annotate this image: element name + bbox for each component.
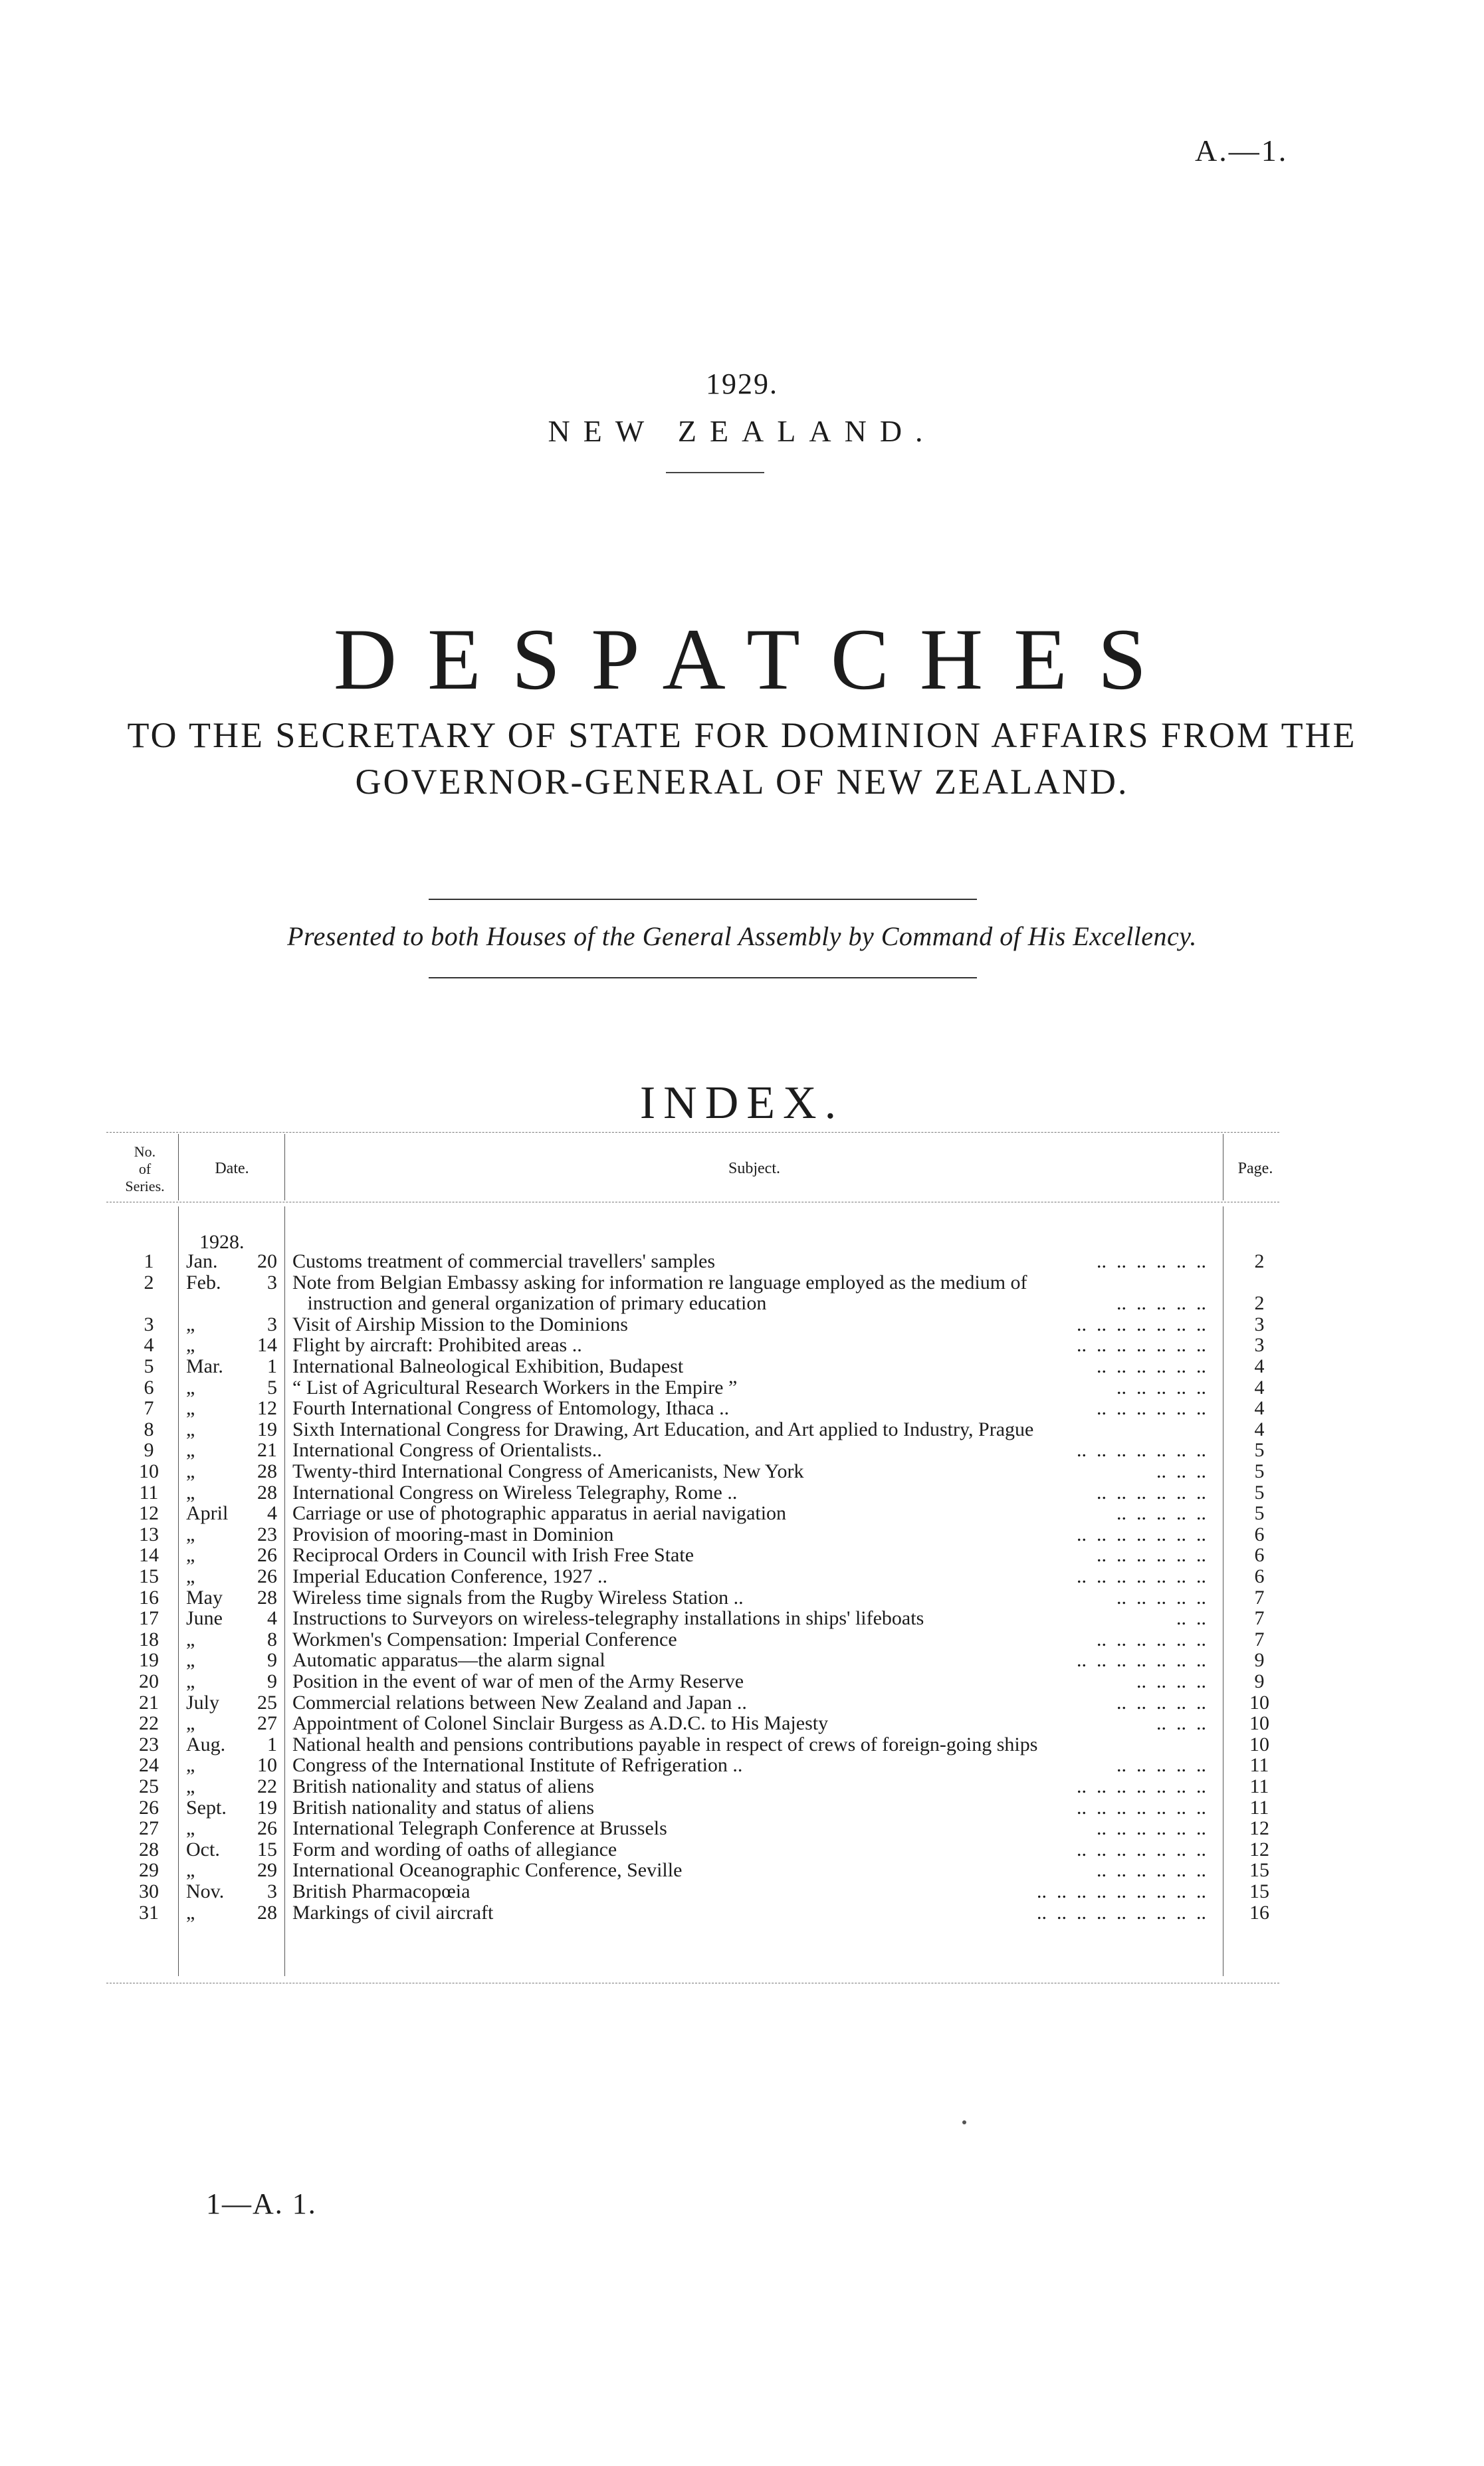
row-leader: .. .. .. .. .. ..	[1097, 1860, 1206, 1882]
row-number: 15	[139, 1565, 159, 1587]
row-leader: .. .. .. .. ..	[1116, 1587, 1206, 1609]
row-subject-text: International Oceanographic Conference, Seville	[292, 1860, 683, 1882]
row-subject-text: Wireless time signals from the Rugby Wireless Station ..	[292, 1587, 744, 1609]
row-day: 3	[267, 1271, 277, 1293]
row-month: „	[186, 1523, 195, 1545]
row-month: Sept.	[186, 1796, 227, 1819]
row-month: „	[186, 1376, 195, 1399]
row-subject	[292, 1314, 1213, 1335]
table-row	[0, 1398, 1484, 1419]
row-day: 21	[257, 1439, 277, 1462]
row-day: 23	[257, 1523, 277, 1545]
row-page: 6	[1254, 1565, 1265, 1587]
row-subject	[292, 1440, 1213, 1461]
document-year: 1929.	[706, 368, 778, 400]
row-subject	[292, 1272, 1213, 1293]
row-day: 19	[257, 1796, 277, 1819]
table-row	[0, 1692, 1484, 1714]
row-month: „	[186, 1397, 195, 1420]
row-leader: .. ..	[1176, 1608, 1206, 1630]
row-subject	[292, 1776, 1213, 1797]
row-page: 4	[1254, 1355, 1265, 1377]
row-number: 13	[139, 1523, 159, 1545]
row-month: „	[186, 1670, 195, 1692]
row-subject-text: Commercial relations between New Zealand and Japan ..	[292, 1692, 747, 1714]
row-page: 3	[1254, 1334, 1265, 1357]
row-page: 6	[1254, 1523, 1265, 1545]
row-subject-text: International Congress on Wireless Telegraphy, Rome ..	[292, 1482, 738, 1504]
row-subject-text: Automatic apparatus—the alarm signal	[292, 1650, 605, 1672]
table-row	[0, 1293, 1484, 1314]
row-leader: .. .. .. ..	[1136, 1671, 1206, 1692]
row-number: 20	[139, 1670, 159, 1692]
column-divider	[284, 1134, 285, 1200]
row-page: 12	[1249, 1817, 1269, 1840]
row-page: 5	[1254, 1460, 1265, 1482]
table-row	[0, 1713, 1484, 1734]
table-row	[0, 1902, 1484, 1924]
row-subject-text: Provision of mooring-mast in Dominion	[292, 1523, 614, 1545]
row-subject	[292, 1356, 1213, 1377]
row-day: 27	[257, 1712, 277, 1735]
row-page: 4	[1254, 1418, 1265, 1440]
row-page: 16	[1249, 1901, 1269, 1924]
subtitle-line-2: GOVERNOR-GENERAL OF NEW ZEALAND.	[355, 762, 1129, 802]
row-leader: .. .. .. .. .. .. ..	[1077, 1440, 1206, 1462]
row-page: 5	[1254, 1502, 1265, 1525]
column-header-number-line: of	[138, 1161, 152, 1177]
row-leader: .. .. .. .. ..	[1116, 1293, 1206, 1315]
table-row	[0, 1272, 1484, 1293]
table-row	[0, 1251, 1484, 1272]
footer-signature: 1—A. 1.	[206, 2187, 317, 2220]
row-number: 14	[139, 1544, 159, 1567]
row-leader: .. .. .. .. .. ..	[1097, 1628, 1206, 1650]
column-header-number-line: Series.	[125, 1178, 165, 1194]
row-month: Nov.	[186, 1880, 225, 1902]
row-number: 17	[139, 1607, 159, 1630]
row-leader: .. .. .. .. .. ..	[1097, 1398, 1206, 1420]
row-month: „	[186, 1481, 195, 1504]
row-day: 28	[257, 1586, 277, 1609]
row-subject-text: Appointment of Colonel Sinclair Burgess as A.D.C. to His Majesty	[292, 1713, 829, 1735]
row-subject-text: Sixth International Congress for Drawing, Art Education, and Art applied to Industry, Prague	[292, 1418, 1034, 1440]
row-page: 10	[1249, 1733, 1269, 1755]
row-number: 31	[139, 1901, 159, 1924]
row-subject	[292, 1629, 1213, 1650]
row-subject	[292, 1650, 1213, 1671]
row-day: 15	[257, 1838, 277, 1860]
row-number: 11	[139, 1481, 159, 1504]
row-leader: .. .. .. .. .. ..	[1097, 1818, 1206, 1840]
row-page: 9	[1254, 1670, 1265, 1692]
row-subject	[292, 1839, 1213, 1860]
table-row	[0, 1419, 1484, 1440]
row-day: 4	[267, 1607, 277, 1630]
table-row	[0, 1587, 1484, 1609]
row-subject	[292, 1671, 1213, 1692]
row-subject-text: Fourth International Congress of Entomology, Ithaca ..	[292, 1398, 730, 1420]
row-subject-text: Imperial Education Conference, 1927 ..	[292, 1566, 607, 1587]
row-day: 22	[257, 1775, 277, 1797]
row-page: 7	[1254, 1628, 1265, 1650]
row-subject	[292, 1251, 1213, 1272]
row-month: May	[186, 1586, 223, 1609]
table-row	[0, 1314, 1484, 1335]
row-subject	[292, 1545, 1213, 1566]
row-page: 5	[1254, 1439, 1265, 1462]
ink-speck	[962, 2120, 966, 2124]
row-day: 8	[267, 1628, 277, 1650]
row-subject-text: Visit of Airship Mission to the Dominions	[292, 1313, 628, 1335]
row-page: 11	[1249, 1775, 1269, 1797]
row-leader: .. .. .. .. ..	[1116, 1692, 1206, 1714]
row-page: 15	[1249, 1859, 1269, 1882]
divider	[429, 899, 977, 900]
table-row	[0, 1566, 1484, 1587]
row-page: 10	[1249, 1691, 1269, 1714]
row-number: 25	[139, 1775, 159, 1797]
row-leader: .. .. .. .. .. .. .. .. ..	[1037, 1902, 1206, 1924]
row-number: 10	[139, 1460, 159, 1482]
row-day: 4	[267, 1502, 277, 1525]
row-month: „	[186, 1859, 195, 1882]
page-title: DESPATCHES	[333, 610, 1178, 708]
row-month: Oct.	[186, 1838, 220, 1860]
row-subject-text: Flight by aircraft: Prohibited areas ..	[292, 1335, 582, 1357]
table-row	[0, 1608, 1484, 1629]
table-row	[0, 1860, 1484, 1881]
row-day: 29	[257, 1859, 277, 1882]
row-subject-text: International Telegraph Conference at Brussels	[292, 1818, 667, 1840]
row-subject	[292, 1398, 1213, 1419]
subtitle-line-1: TO THE SECRETARY OF STATE FOR DOMINION AFFAIRS FROM THE	[127, 715, 1357, 755]
row-leader: .. .. .. .. .. ..	[1097, 1482, 1206, 1504]
row-day: 28	[257, 1901, 277, 1924]
row-number: 28	[139, 1838, 159, 1860]
row-subject	[292, 1461, 1213, 1482]
row-subject	[292, 1503, 1213, 1524]
row-subject	[292, 1713, 1213, 1734]
row-month: „	[186, 1439, 195, 1462]
row-number: 4	[144, 1334, 154, 1357]
row-subject-text: Congress of the International Institute of Refrigeration ..	[292, 1755, 743, 1777]
row-month: July	[186, 1691, 220, 1714]
table-row	[0, 1755, 1484, 1776]
column-header-number-line: No.	[134, 1143, 156, 1160]
row-month: June	[186, 1607, 223, 1630]
row-subject	[292, 1881, 1213, 1902]
row-day: 14	[257, 1334, 277, 1357]
row-subject-text: Position in the event of war of men of the Army Reserve	[292, 1671, 744, 1692]
row-leader: .. .. .. .. .. .. ..	[1077, 1776, 1206, 1797]
table-top-rule	[106, 1132, 1279, 1133]
row-subject-text: Workmen's Compensation: Imperial Conference	[292, 1628, 677, 1650]
row-subject-text: Instructions to Surveyors on wireless-telegraphy installations in ships' lifeboats	[292, 1608, 924, 1630]
row-subject-text: Twenty-third International Congress of Americanists, New York	[292, 1461, 804, 1482]
row-month: Aug.	[186, 1733, 226, 1755]
row-number: 19	[139, 1649, 159, 1672]
row-number: 21	[139, 1691, 159, 1714]
row-leader: .. .. .. .. .. .. ..	[1077, 1523, 1206, 1545]
row-page: 2	[1254, 1292, 1265, 1315]
table-row	[0, 1482, 1484, 1504]
row-number: 8	[144, 1418, 154, 1440]
table-row	[0, 1503, 1484, 1524]
table-row	[0, 1839, 1484, 1860]
row-page: 15	[1249, 1880, 1269, 1902]
row-subject-text: British nationality and status of aliens	[292, 1776, 595, 1797]
row-day: 1	[267, 1355, 277, 1377]
row-day: 25	[257, 1691, 277, 1714]
row-day: 20	[257, 1250, 277, 1272]
column-header-number	[113, 1143, 177, 1195]
row-page: 11	[1249, 1754, 1269, 1777]
row-subject	[292, 1755, 1213, 1776]
row-page: 9	[1254, 1649, 1265, 1672]
row-page: 11	[1249, 1796, 1269, 1819]
row-day: 19	[257, 1418, 277, 1440]
row-subject-text: Note from Belgian Embassy asking for information re language employed as the medium of	[292, 1272, 1027, 1293]
row-month: „	[186, 1754, 195, 1777]
row-number: 18	[139, 1628, 159, 1650]
row-month: „	[186, 1313, 195, 1335]
row-page: 5	[1254, 1481, 1265, 1504]
row-leader: .. .. .. .. .. ..	[1097, 1251, 1206, 1272]
row-month: „	[186, 1628, 195, 1650]
row-leader: .. .. .. .. ..	[1116, 1503, 1206, 1525]
row-subject	[292, 1377, 1213, 1399]
column-header-subject: Subject.	[728, 1160, 780, 1177]
row-subject-text: National health and pensions contributions payable in respect of crews of foreign-going ships	[292, 1734, 1038, 1755]
row-page: 10	[1249, 1712, 1269, 1735]
row-number: 6	[144, 1376, 154, 1399]
row-subject-text: British Pharmacopœia	[292, 1881, 471, 1902]
row-month: „	[186, 1565, 195, 1587]
row-subject-text: Reciprocal Orders in Council with Irish Free State	[292, 1545, 694, 1567]
page-reference: A.—1.	[1195, 134, 1289, 168]
row-page: 7	[1254, 1586, 1265, 1609]
table-row	[0, 1440, 1484, 1461]
row-number: 12	[139, 1502, 159, 1525]
row-leader: .. .. .. .. .. ..	[1097, 1545, 1206, 1567]
row-day: 26	[257, 1544, 277, 1567]
row-number: 9	[144, 1439, 154, 1462]
row-subject-text: International Balneological Exhibition, Budapest	[292, 1356, 684, 1377]
index-year: 1928.	[199, 1231, 245, 1253]
row-page: 3	[1254, 1313, 1265, 1335]
row-leader: .. .. .. .. ..	[1116, 1755, 1206, 1777]
row-page: 12	[1249, 1838, 1269, 1860]
table-row	[0, 1629, 1484, 1650]
table-row	[0, 1818, 1484, 1839]
row-number: 2	[144, 1271, 154, 1293]
row-leader: .. .. .. .. .. .. ..	[1077, 1650, 1206, 1672]
table-row	[0, 1776, 1484, 1797]
row-leader: .. .. .. .. .. ..	[1097, 1356, 1206, 1377]
row-day: 26	[257, 1817, 277, 1840]
row-subject	[292, 1860, 1213, 1881]
row-month: „	[186, 1901, 195, 1924]
row-number: 7	[144, 1397, 154, 1420]
row-subject	[292, 1335, 1213, 1356]
row-subject	[292, 1902, 1213, 1924]
row-subject-text: “ List of Agricultural Research Workers in the Empire ”	[292, 1377, 738, 1399]
divider	[429, 977, 977, 978]
row-day: 28	[257, 1481, 277, 1504]
row-subject-text: Form and wording of oaths of allegiance	[292, 1839, 617, 1860]
row-subject	[292, 1419, 1213, 1440]
column-header-date: Date.	[215, 1160, 249, 1177]
row-subject	[292, 1608, 1213, 1629]
table-row	[0, 1335, 1484, 1356]
row-leader: .. .. .. .. .. .. ..	[1077, 1313, 1206, 1335]
row-page: 6	[1254, 1544, 1265, 1567]
row-day: 10	[257, 1754, 277, 1777]
table-row	[0, 1545, 1484, 1566]
row-month: Mar.	[186, 1355, 223, 1377]
row-number: 23	[139, 1733, 159, 1755]
row-number: 27	[139, 1817, 159, 1840]
row-subject-text: British nationality and status of aliens	[292, 1797, 595, 1819]
row-month: „	[186, 1460, 195, 1482]
table-row	[0, 1356, 1484, 1377]
row-number: 5	[144, 1355, 154, 1377]
row-month: „	[186, 1817, 195, 1840]
divider	[666, 472, 764, 473]
row-month: Feb.	[186, 1271, 221, 1293]
row-day: 5	[267, 1376, 277, 1399]
index-heading: INDEX.	[639, 1077, 845, 1129]
row-number: 26	[139, 1796, 159, 1819]
table-row	[0, 1524, 1484, 1545]
row-number: 29	[139, 1859, 159, 1882]
row-day: 12	[257, 1397, 277, 1420]
country-heading: NEW ZEALAND.	[548, 414, 936, 448]
row-month: „	[186, 1334, 195, 1357]
table-row	[0, 1461, 1484, 1482]
row-leader: .. .. .. .. .. .. ..	[1077, 1797, 1206, 1819]
row-subject-text: Customs treatment of commercial travellers' samples	[292, 1251, 716, 1272]
row-leader: .. .. .. .. .. .. ..	[1077, 1335, 1206, 1357]
row-leader: .. .. .. .. ..	[1116, 1377, 1206, 1399]
row-number: 3	[144, 1313, 154, 1335]
row-leader: .. .. .. .. .. .. ..	[1077, 1566, 1206, 1587]
row-number: 30	[139, 1880, 159, 1902]
row-month: Jan.	[186, 1250, 218, 1272]
row-month: „	[186, 1775, 195, 1797]
row-month: „	[186, 1712, 195, 1735]
table-row	[0, 1734, 1484, 1755]
row-subject	[292, 1293, 1213, 1314]
row-subject	[292, 1797, 1213, 1819]
table-row	[0, 1650, 1484, 1671]
row-month: „	[186, 1544, 195, 1567]
table-row	[0, 1377, 1484, 1399]
table-row	[0, 1881, 1484, 1902]
row-subject	[292, 1587, 1213, 1609]
row-subject	[292, 1566, 1213, 1587]
table-row	[0, 1797, 1484, 1819]
row-subject-text: Carriage or use of photographic apparatus in aerial navigation	[292, 1503, 787, 1525]
row-subject-text: Markings of civil aircraft	[292, 1902, 494, 1924]
row-day: 1	[267, 1733, 277, 1755]
row-month: „	[186, 1649, 195, 1672]
row-leader: .. .. ..	[1156, 1461, 1206, 1482]
row-page: 7	[1254, 1607, 1265, 1630]
row-month: „	[186, 1418, 195, 1440]
row-number: 22	[139, 1712, 159, 1735]
row-subject-text: International Congress of Orientalists..	[292, 1440, 602, 1462]
column-header-page: Page.	[1237, 1160, 1273, 1177]
row-page: 2	[1254, 1250, 1265, 1272]
row-day: 9	[267, 1670, 277, 1692]
row-day: 26	[257, 1565, 277, 1587]
row-number: 24	[139, 1754, 159, 1777]
row-subject	[292, 1818, 1213, 1839]
row-page: 4	[1254, 1376, 1265, 1399]
row-leader: .. .. ..	[1156, 1713, 1206, 1735]
row-day: 9	[267, 1649, 277, 1672]
row-day: 3	[267, 1313, 277, 1335]
row-subject	[292, 1482, 1213, 1504]
row-subject-text: instruction and general organization of primary education	[292, 1293, 767, 1315]
row-subject	[292, 1734, 1213, 1755]
row-leader: .. .. .. .. .. .. ..	[1077, 1839, 1206, 1860]
row-day: 28	[257, 1460, 277, 1482]
row-number: 1	[144, 1250, 154, 1272]
table-row	[0, 1671, 1484, 1692]
row-subject	[292, 1524, 1213, 1545]
row-day: 3	[267, 1880, 277, 1902]
presented-note: Presented to both Houses of the General Assembly by Command of His Excellency.	[287, 921, 1197, 951]
row-number: 16	[139, 1586, 159, 1609]
row-subject	[292, 1692, 1213, 1714]
column-divider	[178, 1134, 179, 1200]
row-leader: .. .. .. .. .. .. .. .. ..	[1037, 1881, 1206, 1902]
row-month: April	[186, 1502, 229, 1525]
row-page: 4	[1254, 1397, 1265, 1420]
